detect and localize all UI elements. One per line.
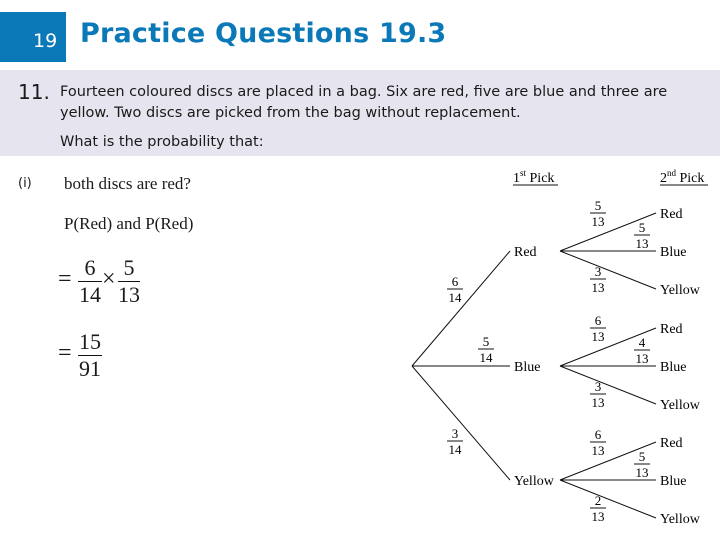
first-outcome-yellow: Yellow [514,474,554,489]
second-outcome-blue: Blue [660,474,687,489]
first-prob-yellow-denominator: 14 [448,442,462,457]
first-branch-yellow [412,366,510,480]
result-denominator: 91 [79,356,101,381]
second-prob-yellow-numerator: 2 [594,493,602,508]
second-prob-blue-denominator: 13 [635,351,649,366]
chapter-number: 19 [33,30,58,52]
second-prob-yellow-denominator: 13 [591,280,605,295]
first-outcome-red: Red [514,245,537,260]
second-outcome-yellow: Yellow [660,512,700,527]
second-pick-label: 2nd Pick [660,168,705,186]
second-outcome-blue: Blue [660,245,687,260]
second-prob-red-denominator: 13 [591,214,605,229]
second-prob-yellow-numerator: 3 [594,379,602,394]
second-branch-yellow [560,480,656,518]
second-prob-red-denominator: 13 [591,443,605,458]
second-outcome-red: Red [660,322,683,337]
fraction-b-numerator: 5 [123,255,135,280]
second-outcome-blue: Blue [660,360,687,375]
first-prob-blue-denominator: 14 [479,350,493,365]
equals-sign: = [58,266,72,292]
result-numerator: 15 [79,329,101,354]
page-title: Practice Questions 19.3 [80,18,447,49]
first-outcome-blue: Blue [514,360,541,375]
question-text: Fourteen coloured discs are placed in a bag. Six are red, five are blue and three are yellow. Two discs are picked from the bag without replacement. [60,84,668,121]
times-sign: × [102,266,116,292]
first-branch-red [412,251,510,366]
second-prob-blue-numerator: 5 [638,220,646,235]
question-prompt: What is the probability that: [60,134,264,150]
second-outcome-red: Red [660,207,683,222]
second-prob-yellow-denominator: 13 [591,395,605,410]
second-prob-yellow-numerator: 3 [594,264,602,279]
second-outcome-yellow: Yellow [660,283,700,298]
second-prob-blue-numerator: 4 [638,335,646,350]
second-prob-yellow-denominator: 13 [591,509,605,524]
part-question: both discs are red? [64,174,191,193]
second-prob-red-numerator: 6 [594,427,602,442]
second-prob-red-numerator: 5 [594,198,602,213]
question-number: 11. [18,80,50,104]
fraction-a-denominator: 14 [79,282,101,307]
second-branch-yellow [560,366,656,404]
first-prob-red-denominator: 14 [448,290,462,305]
second-prob-blue-numerator: 5 [638,449,646,464]
probability-expression: P(Red) and P(Red) [64,214,194,233]
second-prob-red-numerator: 6 [594,313,602,328]
second-branch-yellow [560,251,656,289]
fraction-a-numerator: 6 [84,255,96,280]
fraction-b-denominator: 13 [118,282,140,307]
second-prob-blue-denominator: 13 [635,236,649,251]
second-outcome-red: Red [660,436,683,451]
first-prob-yellow-numerator: 3 [451,426,459,441]
equals-sign: = [58,340,72,366]
second-outcome-yellow: Yellow [660,398,700,413]
part-label: (i) [18,176,32,191]
first-prob-red-numerator: 6 [451,274,459,289]
first-prob-blue-numerator: 5 [482,334,490,349]
first-pick-label: 1st Pick [513,168,555,186]
second-prob-blue-denominator: 13 [635,465,649,480]
second-prob-red-denominator: 13 [591,329,605,344]
